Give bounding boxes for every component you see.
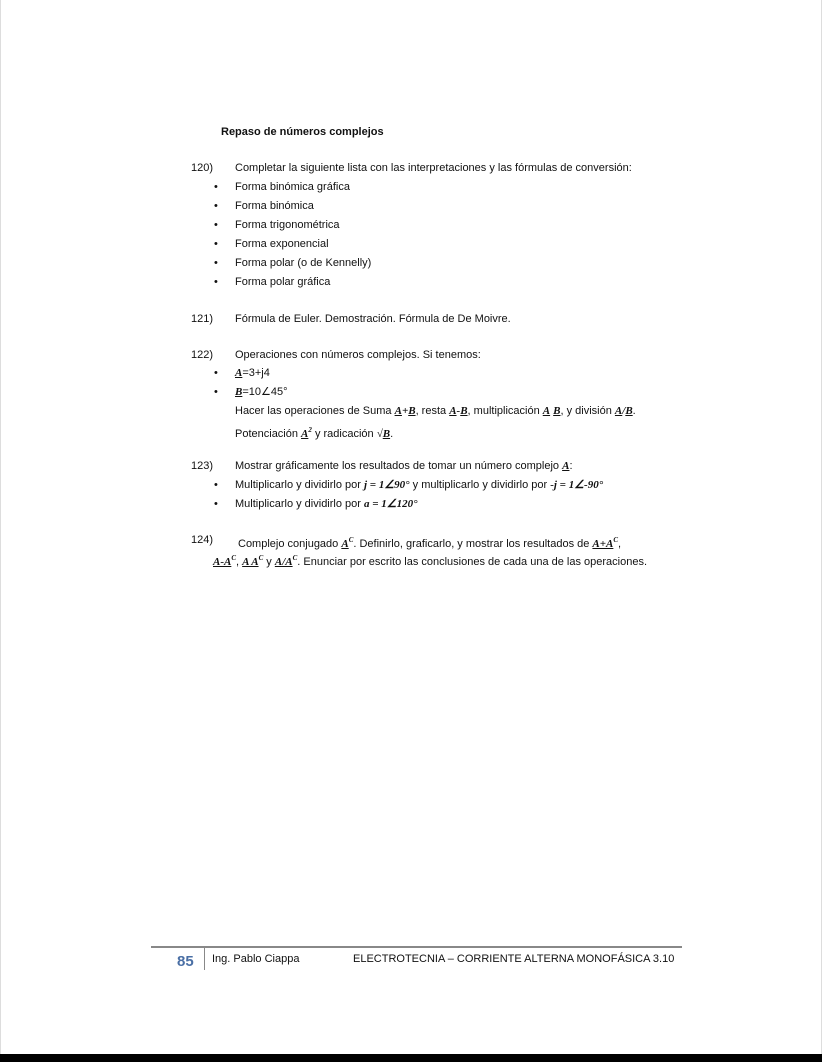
formula-segment: + bbox=[401, 405, 409, 417]
text-segment: Multiplicarlo y dividirlo por bbox=[235, 479, 364, 491]
formula-segment: A bbox=[235, 367, 243, 379]
text-line bbox=[235, 312, 511, 326]
footer-doc-title: ELECTROTECNIA – CORRIENTE ALTERNA MONOFÁSICA 3.10 bbox=[353, 953, 675, 965]
formula-segment: A bbox=[449, 405, 457, 417]
bullet-icon: • bbox=[214, 238, 218, 250]
formula-segment: A bbox=[394, 405, 402, 417]
text-segment: Completar la siguiente lista con las interpretaciones y las fórmulas de conversión: bbox=[235, 162, 632, 174]
text-line bbox=[235, 199, 314, 213]
formula-segment: B bbox=[382, 428, 391, 440]
formula-segment: C bbox=[231, 554, 237, 562]
bullet-icon: • bbox=[214, 479, 218, 491]
text-segment: Forma polar gráfica bbox=[235, 276, 331, 288]
formula-segment: √ bbox=[376, 428, 383, 440]
bullet-icon: • bbox=[214, 386, 218, 398]
item-number: 121) bbox=[191, 313, 214, 325]
item-number: 120) bbox=[191, 162, 214, 174]
bullet-icon: • bbox=[214, 367, 218, 379]
text-line bbox=[235, 423, 393, 441]
formula-segment: A bbox=[341, 538, 349, 550]
text-segment: Forma polar (o de Kennelly) bbox=[235, 257, 372, 269]
formula-segment: A-A bbox=[213, 556, 232, 568]
formula-segment: - bbox=[456, 405, 461, 417]
text-segment: Mostrar gráficamente los resultados de tomar un número complejo bbox=[235, 460, 563, 472]
text-line bbox=[235, 385, 288, 399]
text-segment: , resta bbox=[415, 405, 450, 417]
text-segment: y multiplicarlo y dividirlo por bbox=[409, 479, 551, 491]
bottom-bar bbox=[0, 1054, 822, 1062]
text-segment: , bbox=[236, 556, 243, 568]
page-number: 85 bbox=[177, 953, 194, 970]
formula-segment: A bbox=[542, 405, 551, 417]
text-segment: Operaciones con números complejos. Si tenemos: bbox=[235, 349, 481, 361]
formula-segment: A bbox=[301, 428, 309, 440]
text-segment: =10∠45° bbox=[242, 386, 288, 398]
text-segment: . Enunciar por escrito las conclusiones de cada una de las operaciones. bbox=[297, 556, 648, 568]
bullet-icon: • bbox=[214, 498, 218, 510]
text-line bbox=[235, 404, 636, 418]
text-line bbox=[235, 161, 632, 175]
text-segment: Forma exponencial bbox=[235, 238, 329, 250]
text-line bbox=[235, 237, 329, 251]
bullet-icon: • bbox=[214, 276, 218, 288]
bullet-icon: • bbox=[214, 219, 218, 231]
formula-segment: B bbox=[460, 405, 468, 417]
footer-rule bbox=[151, 946, 682, 948]
text-line bbox=[235, 366, 270, 380]
formula-segment: A A bbox=[242, 556, 259, 568]
text-segment: . Definirlo, graficarlo, y mostrar los resultados de bbox=[353, 538, 593, 550]
bullet-icon: • bbox=[214, 181, 218, 193]
text-segment: . bbox=[390, 428, 394, 440]
text-segment: Forma trigonométrica bbox=[235, 219, 340, 231]
text-segment: , multiplicación bbox=[467, 405, 543, 417]
bullet-icon: • bbox=[214, 200, 218, 212]
formula-segment: B bbox=[235, 386, 243, 398]
footer-author: Ing. Pablo Ciappa bbox=[212, 953, 300, 965]
text-segment: y bbox=[263, 556, 275, 568]
formula-segment: C bbox=[348, 536, 354, 544]
text-segment: , bbox=[618, 538, 622, 550]
text-line bbox=[235, 275, 330, 289]
formula-segment: A bbox=[614, 405, 623, 417]
text-segment: Hacer las operaciones de Suma bbox=[235, 405, 395, 417]
text-line bbox=[235, 459, 573, 473]
text-line bbox=[235, 218, 340, 232]
text-segment: Complejo conjugado bbox=[238, 538, 342, 550]
formula-segment: A/A bbox=[274, 556, 293, 568]
text-segment: Potenciación bbox=[235, 428, 302, 440]
text-segment: Forma binómica bbox=[235, 200, 314, 212]
text-segment: , y división bbox=[560, 405, 615, 417]
text-line bbox=[235, 497, 418, 511]
text-line bbox=[235, 478, 603, 492]
text-segment: Multiplicarlo y dividirlo por bbox=[235, 498, 364, 510]
item-number: 124) bbox=[191, 534, 214, 546]
text-line bbox=[235, 348, 481, 362]
formula-segment: C bbox=[613, 536, 619, 544]
formula-segment: / bbox=[622, 405, 626, 417]
formula-segment: B bbox=[408, 405, 416, 417]
formula-segment: A bbox=[562, 460, 570, 472]
formula-segment: C bbox=[292, 554, 298, 562]
text-segment: : bbox=[569, 460, 573, 472]
formula-segment: A+A bbox=[592, 538, 614, 550]
formula-segment: B bbox=[625, 405, 633, 417]
text-segment: =3+j4 bbox=[242, 367, 270, 379]
text-line bbox=[213, 551, 647, 569]
formula-segment: j = 1∠90° bbox=[364, 479, 410, 491]
text-line bbox=[235, 256, 371, 270]
text-line bbox=[238, 533, 621, 551]
text-segment: y radicación bbox=[311, 428, 377, 440]
formula-segment: B bbox=[553, 405, 561, 417]
formula-segment: a = 1∠120° bbox=[364, 498, 418, 510]
formula-segment: C bbox=[258, 554, 264, 562]
formula-segment: 2 bbox=[308, 426, 312, 434]
text-segment: . bbox=[632, 405, 636, 417]
item-number: 122) bbox=[191, 349, 214, 361]
text-segment: Fórmula de Euler. Demostración. Fórmula de De Moivre. bbox=[235, 313, 511, 325]
text-line bbox=[235, 180, 350, 194]
footer-divider bbox=[204, 948, 205, 970]
text-segment: Forma binómica gráfica bbox=[235, 181, 350, 193]
formula-segment: -j = 1∠-90° bbox=[550, 479, 604, 491]
section-title: Repaso de números complejos bbox=[221, 126, 384, 138]
bullet-icon: • bbox=[214, 257, 218, 269]
item-number: 123) bbox=[191, 460, 214, 472]
